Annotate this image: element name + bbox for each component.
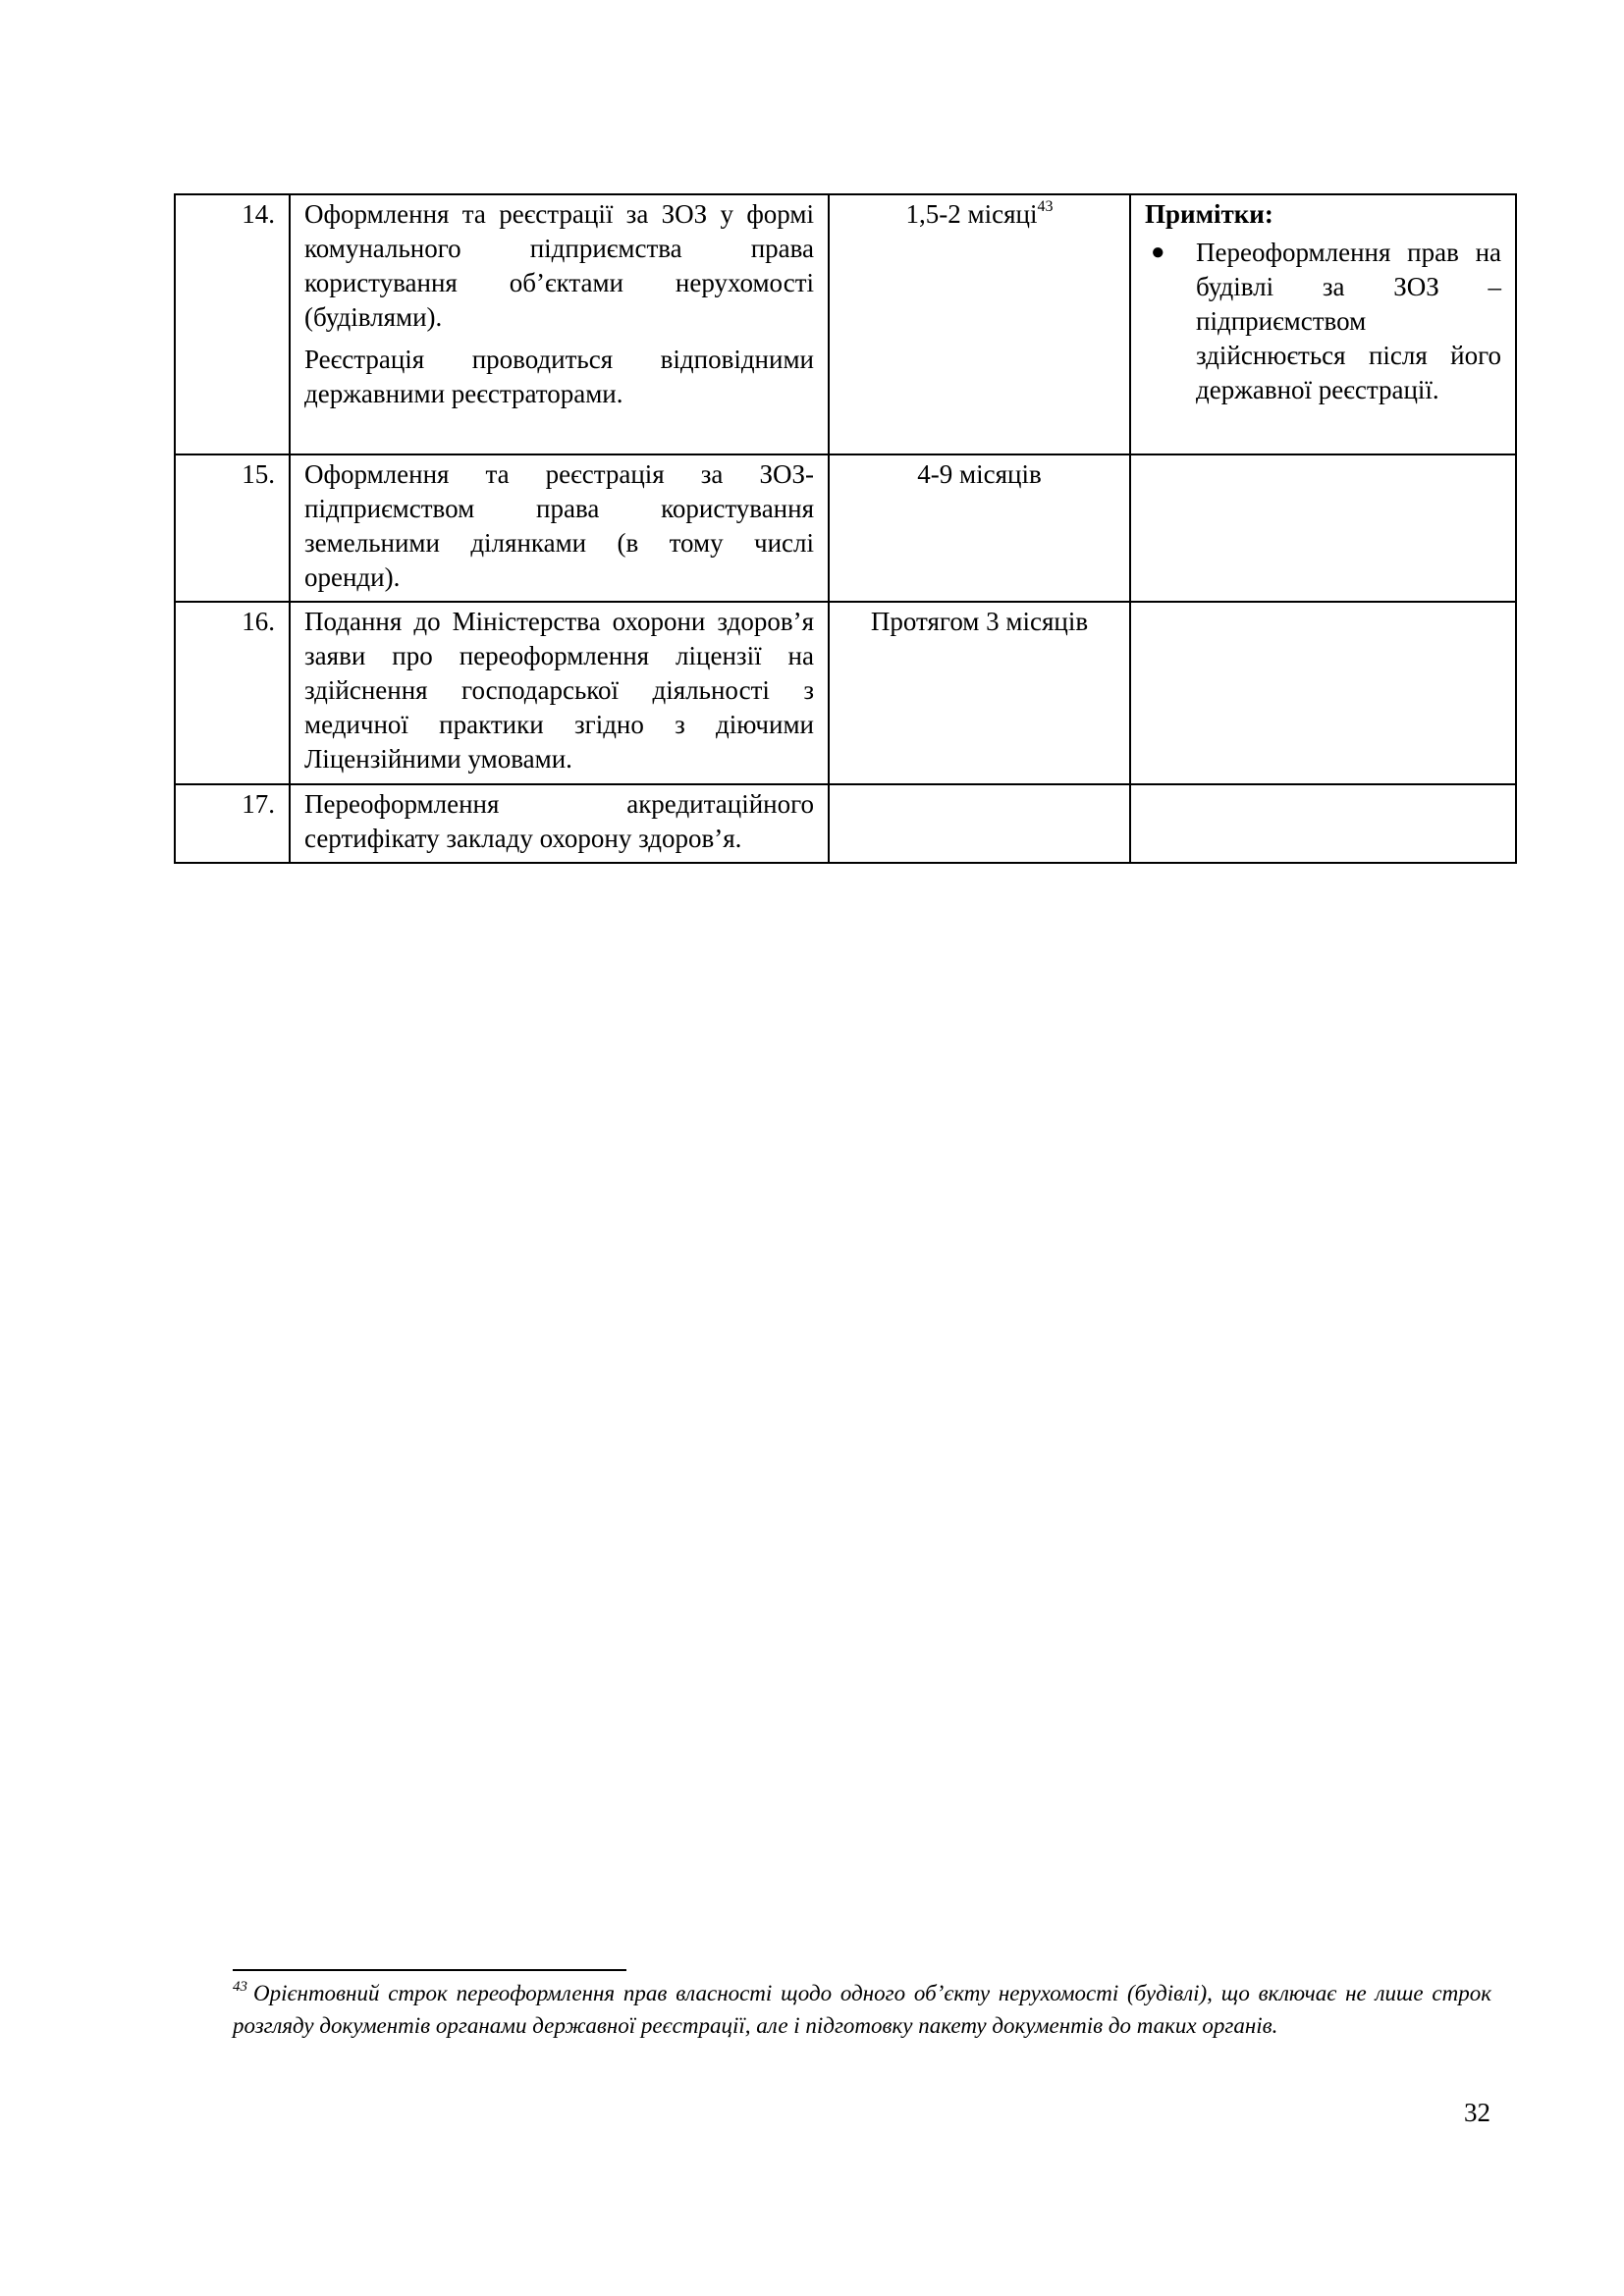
row-notes: [1130, 602, 1516, 784]
row-number: 14.: [175, 194, 290, 454]
steps-table: [174, 193, 1517, 864]
row-number: 16.: [175, 602, 290, 784]
notes-title: Примітки:: [1145, 199, 1273, 229]
row-term: [829, 784, 1130, 863]
notes-list: [1145, 236, 1501, 407]
row-description: [290, 454, 829, 602]
description-paragraph: Оформлення та реєстрації за ЗОЗ у формі комунального підприємства права користування об’єктами нерухомості (будівлями).: [304, 199, 814, 332]
row-notes: [1130, 194, 1516, 454]
row-description: [290, 602, 829, 784]
description-paragraph: Переоформлення акредитаційного сертифікату закладу охорону здоров’я.: [304, 789, 814, 853]
term-text: 4-9 місяців: [917, 459, 1042, 489]
row-term: [829, 194, 1130, 454]
table-row: [175, 602, 1516, 784]
footnote: [233, 1977, 1491, 2042]
row-description: [290, 784, 829, 863]
description-paragraph: Оформлення та реєстрація за ЗОЗ-підприємством права користування земельними ділянками (в тому числі оренди).: [304, 459, 814, 592]
footnote-number: 43: [233, 1979, 247, 1995]
row-notes: [1130, 784, 1516, 863]
table-row: [175, 784, 1516, 863]
footnote-separator: [233, 1969, 626, 1971]
row-description: [290, 194, 829, 454]
row-number: 17.: [175, 784, 290, 863]
bullet-icon: ●: [1151, 240, 1165, 265]
row-term: [829, 602, 1130, 784]
description-paragraph: Подання до Міністерства охорони здоров’я заяви про переоформлення ліцензії на здійснення господарської діяльності з медичної практики згідно з діючими Ліцензійними умовами.: [304, 607, 814, 774]
term-text: Протягом 3 місяців: [870, 607, 1089, 636]
list-item: [1145, 236, 1501, 407]
note-text: Переоформлення прав на будівлі за ЗОЗ – підприємством здійснюється після його державної реєстрації.: [1196, 238, 1501, 404]
row-notes: [1130, 454, 1516, 602]
footnote-reference: 43: [1037, 198, 1054, 215]
table-row: [175, 454, 1516, 602]
page-number: 32: [1464, 2098, 1490, 2127]
table-row: [175, 194, 1516, 454]
row-term: [829, 454, 1130, 602]
term-text: 1,5-2 місяці: [905, 199, 1038, 229]
footnote-text: Орієнтовний строк переоформлення прав власності щодо одного об’єкту нерухомості (будівлі), що включає не лише строк розгляду документів органами державної реєстрації, але і підготовку пакету документів до таких органів.: [233, 1981, 1491, 2038]
row-number: 15.: [175, 454, 290, 602]
description-paragraph: Реєстрація проводиться відповідними державними реєстраторами.: [304, 345, 814, 408]
